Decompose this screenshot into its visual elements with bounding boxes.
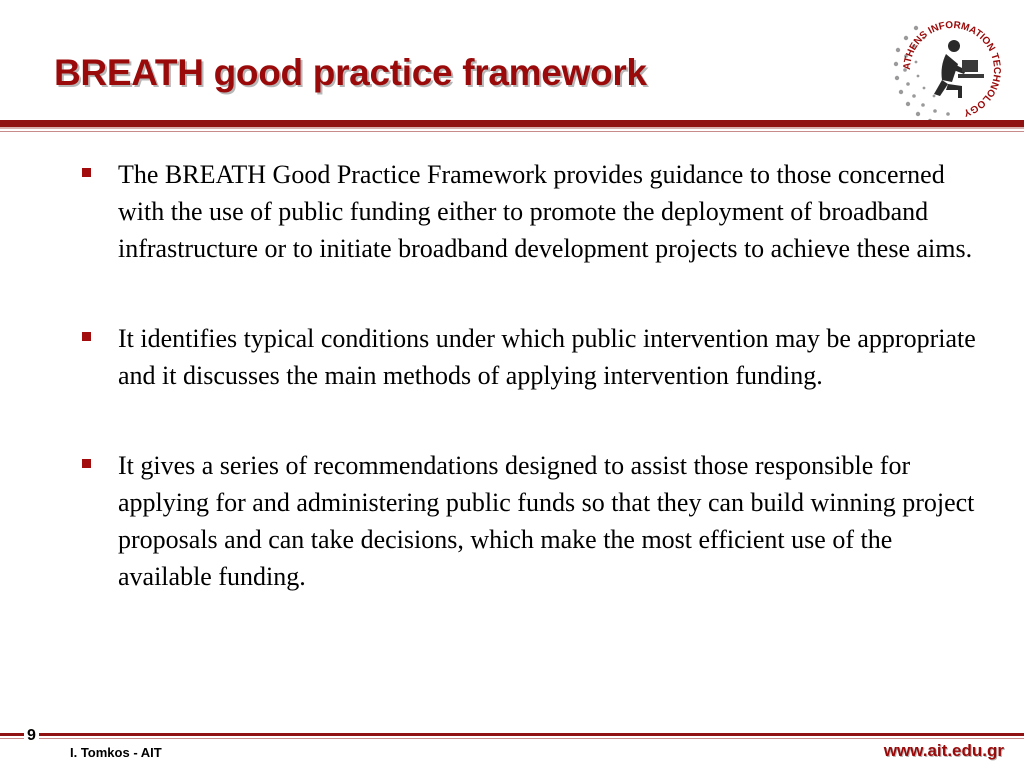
slide-title: BREATH good practice framework bbox=[54, 52, 647, 93]
bullet-item bbox=[80, 447, 985, 595]
title-divider bbox=[0, 120, 1024, 129]
footer-divider-thin bbox=[0, 738, 1024, 739]
page-number: 9 bbox=[24, 727, 39, 745]
square-bullet-icon bbox=[82, 168, 91, 177]
bullet-text: The BREATH Good Practice Framework provides guidance to those concerned with the use of public funding either to promote the deployment of broadband infrastructure or to initiate broadband development projects to achieve these aims. bbox=[118, 160, 973, 263]
logo-ring-text: ATHENS INFORMATION TECHNOLOGY bbox=[901, 19, 1003, 119]
bullet-item bbox=[80, 320, 985, 394]
square-bullet-icon bbox=[82, 332, 91, 341]
bullet-text: It identifies typical conditions under which public intervention may be appropriate and it discusses the main methods of applying intervention funding. bbox=[118, 324, 976, 390]
title-divider-thin bbox=[0, 131, 1024, 132]
bullet-list bbox=[80, 156, 985, 648]
footer-website: www.ait.edu.gr bbox=[883, 741, 1004, 760]
bullet-item bbox=[80, 156, 985, 267]
footer-divider bbox=[0, 733, 1024, 736]
bullet-text: It gives a series of recommendations designed to assist those responsible for applying for and administering public funds so that they can build winning project proposals and can take decisions, which make the most efficient use of the available funding. bbox=[118, 451, 975, 591]
footer-author: I. Tomkos - AIT bbox=[70, 745, 162, 760]
ait-logo bbox=[888, 6, 1016, 134]
person-at-computer-icon bbox=[934, 40, 984, 98]
square-bullet-icon bbox=[82, 459, 91, 468]
